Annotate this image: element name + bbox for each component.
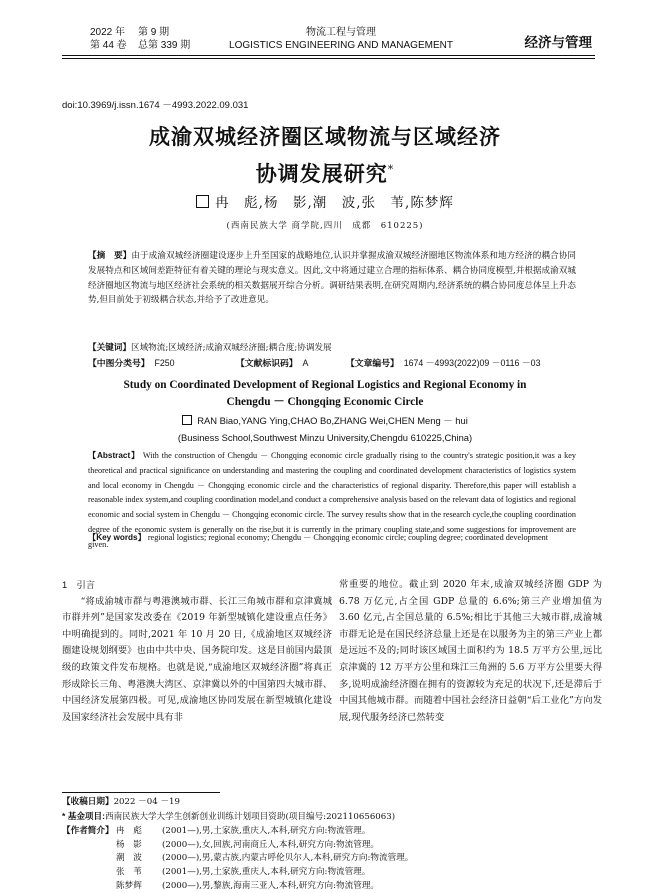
received-date: 2022 －04 －19 (113, 797, 180, 807)
title-cn-line1: 成渝双城经济圈区域物流与区域经济 (149, 124, 501, 149)
authors-en (0, 413, 650, 427)
header-rule-thin (62, 58, 595, 59)
author-info: (2000—),女,回族,河南商丘人,本科,研究方向:物流管理。 (162, 839, 380, 850)
journal-name-en: LOGISTICS ENGINEERING AND MANAGEMENT (229, 40, 453, 51)
keywords-cn (88, 341, 576, 353)
abstract-cn (88, 248, 576, 308)
title-en-line2: Chengdu － Chongqing Economic Circle (226, 395, 424, 408)
author-name: 张 苇 (116, 866, 142, 877)
author-intro (62, 824, 602, 893)
keywords-cn-label: 【关键词】 (88, 342, 131, 352)
body-paragraph-left: “将成渝城市群与粤港澳城市群、长江三角城市群和京津冀城市群并列”是国家发改委在《2019 年新型城镇化建设重点任务》中明确提到的。同时,2021 年 10 月 20 日,《成渝地区双城经济圈建设规划纲要》也由中共中央、国务院印发。这是目前国内最顶级的政策文件发布规格。也就是说,“成渝地区双城经济圈”将真正形成除长三角、粤港澳大湾区、京津冀以外的中国第四大城市群、中国经济发展第四极。可见,成渝地区协同发展在新型城镇化建设及国家经济社会发展中具有非 (62, 595, 332, 723)
fund-text: 西南民族大学大学生创新创业训练计划项目资助(项目编号:202110656063) (104, 811, 396, 822)
abstract-en-label: 【Abstract】 (88, 451, 140, 460)
affiliation-en: (Business School,Southwest Minzu University,Chengdu 610225,China) (177, 432, 473, 443)
journal-name-cn: 物流工程与管理 (306, 27, 376, 38)
author-name: 冉 彪 (116, 826, 142, 837)
journal-name (216, 26, 466, 52)
clc-value: F250 (154, 358, 175, 368)
title-cn-line2: 协调发展研究 (255, 161, 388, 186)
author-info: (2001—),男,土家族,重庆人,本科,研究方向:物流管理。 (162, 866, 371, 877)
author-intro-label: 【作者简介】 (62, 825, 114, 836)
author-info: (2001—),男,土家族,重庆人,本科,研究方向:物流管理。 (162, 826, 371, 837)
keywords-en-label: 【Key words】 (88, 533, 146, 542)
authors-cn (0, 191, 650, 211)
body-column-left (62, 577, 332, 726)
keywords-cn-text: 区域物流;区域经济;成渝双城经济圈;耦合度;协调发展 (130, 343, 332, 353)
body-paragraph-right: 常重要的地位。截止到 2020 年末,成渝双城经济圈 GDP 为 6.78 万亿元,占全国 GDP 总量的 6.6%;第三产业增加值为 3.60 亿元,占全国总量的 6.5%;相比于其他三大城市群,成渝城市群无论是在国民经济总量上还是在以服务为主的第三产业上都是远远不及的;同时该区域国土面积约为 18.5 万平方公里,远比京津冀的 12 万平方公里和珠江三角洲的 5.6 万平方公里要大得多,说明成渝经济圈在拥有的资源较为充足的状况下,还是滞后于中国其他城市群。而随着中国社会经济日益朝“后工业化”方向发展,现代服务经济已然转变 (339, 579, 602, 723)
fund-label: * 基金项目: (62, 810, 105, 821)
author-name: 潮 波 (116, 853, 142, 864)
section-name: 经济与管理 (524, 35, 592, 50)
doi: doi:10.3969/j.issn.1674 －4993.2022.09.031 (62, 100, 249, 111)
keywords-en (88, 531, 576, 545)
abstract-cn-label: 【摘 要】 (88, 250, 132, 260)
author-info: (2000—),男,黎族,海南三亚人,本科,研究方向:物流管理。 (162, 880, 380, 891)
doc-code-value: A (302, 358, 309, 368)
author-name: 陈梦辉 (116, 880, 142, 891)
abstract-cn-text: 由于成渝双城经济圈建设逐步上升至国家的战略地位,认识并掌握成渝双城经济圈地区物流体系和地方经济的耦合协同发展特点和区域间差距特征有着关键的理论与现实意义。因此,文中将通过建立合理的指标体系、耦合协同度模型,并根据成渝双城经济圈地区物流与地区经济社会系统的相关数据展开综合分析。调研结果表明,在研究周期内,经济系统的耦合协同度总体呈上升态势,但目前处于初级耦合状态,并给予了改进意见。 (88, 251, 576, 306)
footnotes (62, 795, 602, 893)
title-en (0, 377, 650, 410)
issue-info (90, 26, 190, 52)
body-column-right (339, 577, 602, 726)
author-box-icon (196, 195, 209, 208)
title-footnote-mark: * (387, 163, 395, 176)
received-label: 【收稿日期】 (62, 796, 114, 806)
title-cn (0, 120, 650, 190)
author-box-icon-en (182, 415, 192, 425)
authors-en-text: RAN Biao,YANG Ying,CHAO Bo,ZHANG Wei,CHEN Meng － hui (197, 415, 468, 426)
article-no-label: 【文章编号】 (346, 358, 399, 368)
issue: 第 9 期 (138, 27, 170, 38)
section-heading: 1 引言 (62, 580, 96, 590)
keywords-en-text: regional logistics; regional economy; Chengdu － Chongqing economic circle; coupling degree; coordinated development (147, 533, 548, 542)
abstract-en-text: With the construction of Chengdu － Chongqing economic circle gradually rising to the country's strategic position,it was a key theoretical and practical significance on understanding and mastering the coupling and coordinated development characteristics of logistics system and local economy in Chengdu － Chongqing economic circle and the characteristics of regional disparity. Therefore,this paper will establish a reasonable index system,and coupling coordination model,and conduct a comprehensive analysis based on the relevant data of logistics and regional economic and social system in Chengdu － Chongqing economic circle. The survey results show that in the research cycle,the coupling coordination degree of the economic system is generally on the rise,but it is currently in the primary coupling state,and some suggestions for improvement are given. (88, 451, 576, 549)
affiliation-cn: (西南民族大学 商学院,四川 成都 610225) (226, 221, 424, 231)
volume: 第 44 卷 (90, 40, 127, 51)
clc-label: 【中图分类号】 (88, 358, 150, 368)
author-name: 杨 影 (116, 839, 142, 850)
article-no-value: 1674 －4993(2022)09 －0116 －03 (403, 358, 541, 368)
total-issue: 总第 339 期 (138, 40, 191, 51)
doc-code-label: 【文献标识码】 (236, 358, 298, 368)
header-rule-thick (62, 55, 595, 56)
footnote-rule (62, 792, 220, 793)
authors-cn-text: 冉 彪,杨 影,潮 波,张 苇,陈梦辉 (215, 195, 454, 211)
title-en-line1: Study on Coordinated Development of Regional Logistics and Regional Economy in (123, 379, 527, 391)
author-info: (2000—),男,蒙古族,内蒙古呼伦贝尔人,本科,研究方向:物流管理。 (162, 853, 414, 864)
year: 2022 年 (90, 27, 126, 38)
